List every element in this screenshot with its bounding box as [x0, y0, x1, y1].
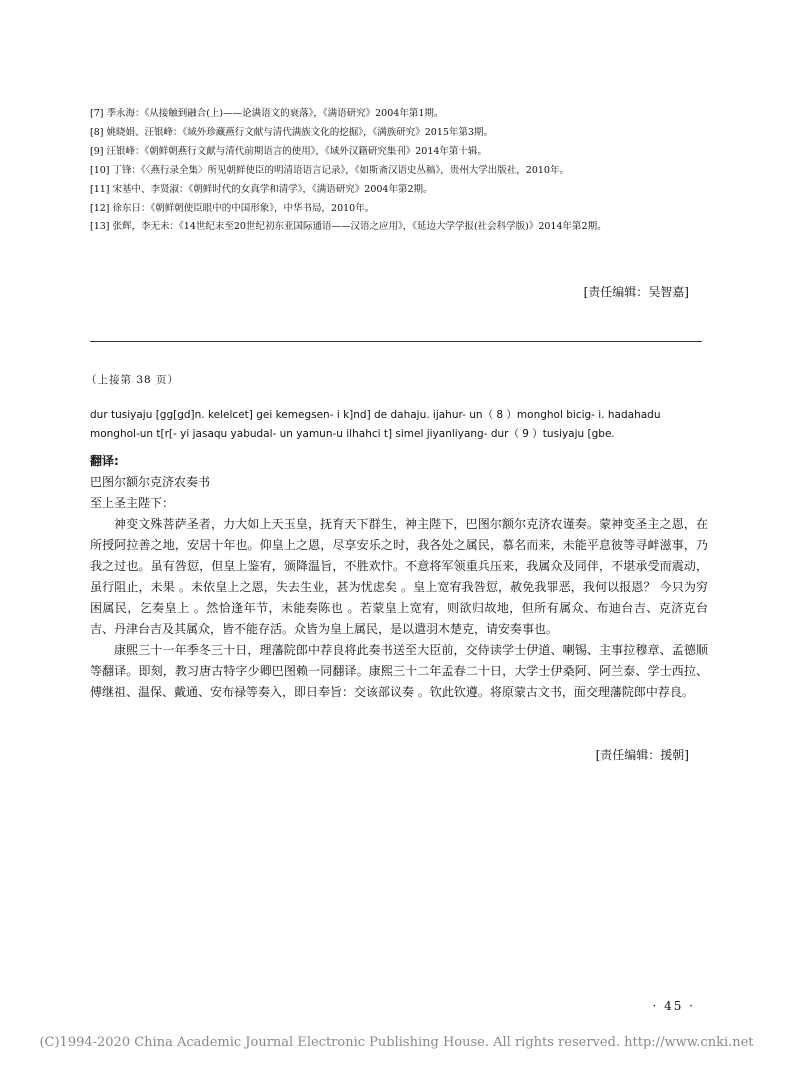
reference-list — [90, 104, 705, 236]
body-paragraph: 康熙三十一年季冬三十日，理藩院郎中荐良将此奏书送至大臣前，交侍读学士伊道、喇锡、主事拉穆章、孟德顺等翻译。即刻，教习唐古特字少卿巴图赖一同翻译。康熙三十二年孟春二十日，大学士伊桑阿、阿兰泰、学士西拉、傅继祖、温保、戴通、安布禄等奏入，即日奉旨：交该部议奏 。钦此钦遵。将原蒙古文书，面交理藩院郎中荐良。 — [90, 643, 708, 699]
responsible-editor-top: [责任编辑：吴智嘉] — [583, 285, 689, 299]
transliteration-line: monghol-un t[r[- yi jasaqu yabudal- un yamun-u ilhahci t] simel jiyanliyang- dur（ 9 ）tusiyaju [gbe. — [90, 428, 615, 440]
responsible-editor-bottom: [责任编辑：援朝] — [595, 748, 689, 762]
reference-item: [7] 季永海：《从接触到融合(上)——论满语文的衰落》，《满语研究》2004年第1期。 — [90, 108, 444, 119]
memorial-title: 巴图尔额尔克济农奏书 — [90, 475, 211, 489]
copyright-footer: (C)1994-2020 China Academic Journal Electronic Publishing House. All rights reserved. http://www.cnki.net — [39, 1035, 754, 1050]
reference-item: [13] 张辉，李无未：《14世纪末至20世纪初东亚国际通语——汉语之应用》，《延边大学学报(社会科学版)》2014年第2期。 — [90, 221, 607, 232]
reference-item: [12] 徐东日：《朝鲜朝使臣眼中的中国形象》，中华书局，2010年。 — [90, 203, 375, 214]
translation-body — [90, 451, 708, 703]
page-number: · 45 · — [652, 999, 695, 1013]
section-divider — [90, 341, 702, 342]
reference-item: [9] 汪银峰：《朝鲜朝燕行文献与清代前期语言的使用》，《域外汉籍研究集刊》2014年第十辑。 — [90, 146, 487, 157]
translation-heading: 翻译: — [90, 454, 119, 468]
mongolian-transliteration — [90, 406, 708, 444]
reference-item: [10] 丁锋：《〈燕行录全集〉所见朝鲜使臣的明清语语言记录》，《如斯斋汉语史丛稿》，贵州大学出版社，2010年。 — [90, 165, 569, 176]
continued-note: （上接第 38 页） — [86, 374, 180, 386]
salutation: 至上圣主陛下： — [90, 496, 175, 510]
body-paragraph: 神变文殊菩萨圣者，力大如上天玉皇，抚育天下群生，神主陛下，巴图尔额尔克济农谨奏。蒙神变圣主之恩，在所授阿拉善之地，安居十年也。仰皇上之恩，尽享安乐之时，我各处之属民，慕名而来，未能平息彼等寻衅滋事，乃我之过也。虽有咎愆，但皇上鉴宥，颁降温旨，不胜欢忭。不意将军领重兵压来，我属众及同伴，不堪承受而震动，虽行阻止，未果 。未依皇上之恩，失去生业，甚为忧虑矣 。皇上宽宥我咎愆，赦免我罪恶，我何以报恩？ 今只为穷困属民，乞奏皇上 。然恰逢年节，未能奏陈也 。若蒙皇上宽宥，则欲归故地，但所有属众、布迪台吉、克济克台吉、丹津台吉及其属众，皆不能存活。众皆为皇上属民，是以遣羽木楚克，请安奏事也。 — [90, 517, 708, 636]
transliteration-line: dur tusiyaju [gg[gd]n. kelelcet] gei kemegsen- i k]nd] de dahaju. ijahur- un（ 8 ）monghol bicig- i. hadahadu — [90, 409, 661, 421]
reference-item: [11] 宋基中、李贤淑：《朝鲜时代的女真学和清学》，《满语研究》2004年第2期。 — [90, 184, 433, 195]
reference-item: [8] 姚晓娟、汪银峰：《域外珍藏燕行文献与清代满族文化的挖掘》，《满族研究》2015年第3期。 — [90, 127, 493, 138]
